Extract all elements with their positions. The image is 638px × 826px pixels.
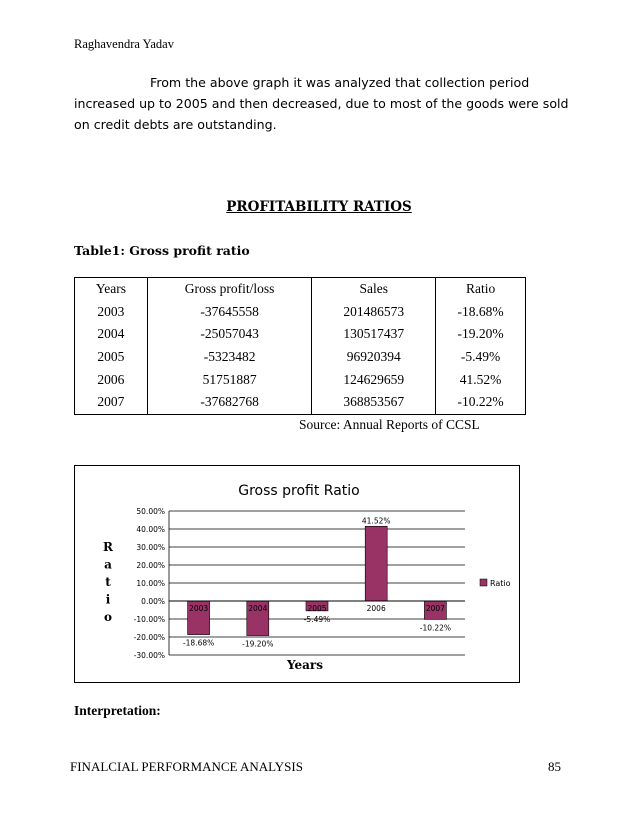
section-title: PROFITABILITY RATIOS [226, 199, 412, 215]
x-axis-title: Years [286, 658, 324, 672]
data-label: -18.68% [182, 638, 215, 648]
legend-label: Ratio [490, 579, 511, 588]
table-cell: 51751887 [147, 368, 312, 391]
data-label: -10.22% [419, 623, 452, 633]
table-cell: 130517437 [312, 323, 436, 346]
table-cell: -5323482 [147, 346, 312, 369]
table-cell: 2007 [75, 391, 148, 414]
footer-title: FINALCIAL PERFORMANCE ANALYSIS [70, 759, 303, 774]
x-tick-label: 2007 [425, 604, 445, 613]
page-number: 85 [548, 759, 561, 774]
table-row [75, 346, 526, 369]
intro-paragraph-text: From the above graph it was analyzed that collection period increased up to 2005 and then decreased, due to most of the goods were sold on credit debts are outstanding. [74, 75, 569, 132]
y-tick-label: 20.00% [136, 561, 165, 570]
gross-profit-table [74, 277, 526, 415]
interpretation-heading: Interpretation: [74, 703, 161, 718]
chart-canvas [75, 466, 521, 684]
x-tick-label: 2004 [248, 604, 268, 613]
x-tick-label: 2005 [307, 604, 327, 613]
table-cell: 368853567 [312, 391, 436, 414]
table-cell: 96920394 [312, 346, 436, 369]
table-cell: -25057043 [147, 323, 312, 346]
y-tick-label: 40.00% [136, 525, 165, 534]
table-row [75, 391, 526, 414]
y-tick-label: 50.00% [136, 507, 165, 516]
table-cell: 2004 [75, 323, 148, 346]
table-cell: 2006 [75, 368, 148, 391]
column-header: Years [75, 278, 148, 301]
column-header: Gross profit/loss [147, 278, 312, 301]
x-tick-label: 2006 [366, 604, 386, 613]
table-row [75, 323, 526, 346]
x-tick-label: 2003 [189, 604, 209, 613]
table-cell: -37682768 [147, 391, 312, 414]
table-cell: 124629659 [312, 368, 436, 391]
y-tick-label: -20.00% [133, 633, 165, 642]
y-axis-title-letter: i [105, 592, 111, 607]
y-axis-title-letter: R [103, 540, 113, 554]
y-axis-title-letter: a [104, 557, 112, 572]
data-label: 41.52% [361, 516, 391, 526]
y-tick-label: -10.00% [133, 615, 165, 624]
table-cell: -19.20% [436, 323, 526, 346]
column-header: Sales [312, 278, 436, 301]
table-header-row [75, 278, 526, 301]
gross-profit-ratio-chart [74, 465, 520, 683]
chart-title: Gross profit Ratio [238, 483, 360, 499]
y-axis-title-letter: t [105, 575, 111, 589]
table-caption: Table1: Gross profit ratio [74, 243, 250, 258]
y-axis-title-letter: o [103, 610, 113, 624]
y-tick-label: 30.00% [136, 543, 165, 552]
column-header: Ratio [436, 278, 526, 301]
legend-swatch [480, 579, 487, 586]
y-tick-label: -30.00% [133, 651, 165, 660]
table-cell: -37645558 [147, 301, 312, 324]
table-cell: 2005 [75, 346, 148, 369]
table-row [75, 301, 526, 324]
data-label: -5.49% [303, 614, 331, 624]
table-cell: 41.52% [436, 368, 526, 391]
data-label: -19.20% [242, 639, 274, 649]
table-cell: 2003 [75, 301, 148, 324]
table-row [75, 368, 526, 391]
table-source-note: Source: Annual Reports of CCSL [299, 417, 480, 432]
intro-paragraph [74, 72, 574, 135]
table-cell: -18.68% [436, 301, 526, 324]
table-cell: -10.22% [436, 391, 526, 414]
table-cell: -5.49% [436, 346, 526, 369]
page-header-author: Raghavendra Yadav [74, 37, 174, 51]
y-tick-label: 0.00% [141, 597, 165, 606]
table-cell: 201486573 [312, 301, 436, 324]
y-tick-label: 10.00% [136, 579, 165, 588]
bar [365, 526, 387, 601]
